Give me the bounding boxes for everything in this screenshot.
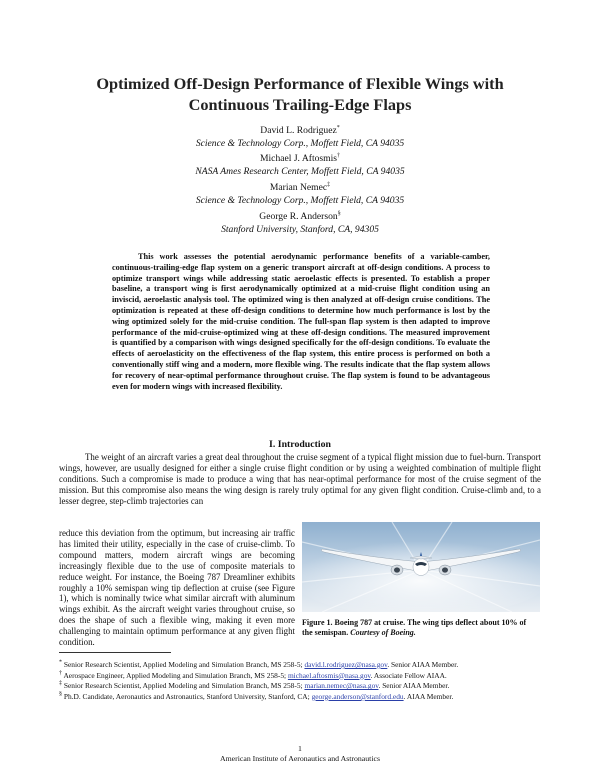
footnote-tail: . Senior AIAA Member. bbox=[378, 681, 450, 691]
footnote-mark: * bbox=[59, 659, 62, 666]
footnote-text: Senior Research Scientist, Applied Modeling and Simulation Branch, MS 258-5; bbox=[63, 660, 303, 669]
footnote-2 bbox=[59, 671, 549, 682]
footnote-mark: * bbox=[336, 124, 340, 131]
email-link[interactable]: david.l.rodriguez@nasa.gov bbox=[304, 660, 388, 669]
author-name: George R. Anderson bbox=[259, 211, 338, 222]
footnote-mark: ‡ bbox=[59, 680, 62, 687]
email-link[interactable]: michael.aftosmis@nasa.gov bbox=[287, 670, 371, 680]
caption-credit: Courtesy of Boeing. bbox=[350, 628, 416, 637]
footnote-3 bbox=[59, 681, 549, 692]
page-number: 1 bbox=[298, 744, 302, 753]
intro-paragraph-1: The weight of an aircraft varies a great deal throughout the cruise segment of a typical flight mission due to fuel-burn. Transport wings, however, are usually designed for either a single cruise flight condition or by using a weighted combination of multiple flight conditions. Such a compromise is made to produce a wing that has near-optimal performance for most of the cruise segment of the mission. But this compromise also means the wing design is rarely truly optimal for any given flight condition. Cruise-climb and, to a lesser degree, step-climb trajectories can bbox=[59, 452, 541, 506]
paper-title bbox=[70, 74, 530, 115]
author-affiliation: Stanford University, Stanford, CA, 94305 bbox=[221, 224, 379, 235]
footnote-1 bbox=[59, 660, 549, 671]
author-2 bbox=[100, 152, 500, 178]
author-affiliation: Science & Technology Corp., Moffett Field, CA 94035 bbox=[195, 138, 405, 149]
title-line-1: Optimized Off-Design Performance of Flexible Wings with bbox=[96, 74, 504, 93]
footnote-tail: . AIAA Member. bbox=[403, 691, 454, 701]
footnote-tail: . Senior AIAA Member. bbox=[387, 660, 459, 669]
footnote-text: Ph.D. Candidate, Aeronautics and Astronautics, Stanford University, Stanford, CA; bbox=[63, 691, 310, 701]
airplane-photo bbox=[302, 522, 540, 612]
footnote-4 bbox=[59, 692, 549, 703]
caption-text: Figure 1. Boeing 787 at cruise. The wing tips deflect about 10% of the semispan. bbox=[302, 618, 527, 637]
email-link[interactable]: george.anderson@stanford.edu bbox=[311, 691, 404, 701]
footnote-tail: . Associate Fellow AIAA. bbox=[370, 670, 447, 680]
footnote-text: Senior Research Scientist, Applied Modeling and Simulation Branch, MS 258-5; bbox=[63, 681, 303, 691]
footnotes bbox=[59, 660, 549, 702]
footnote-mark: † bbox=[337, 152, 340, 159]
email-link[interactable]: marian.nemec@nasa.gov bbox=[304, 681, 379, 691]
author-3 bbox=[100, 181, 500, 207]
author-4 bbox=[100, 210, 500, 236]
author-affiliation: Science & Technology Corp., Moffett Field, CA 94035 bbox=[195, 195, 405, 206]
footnote-mark: † bbox=[59, 670, 62, 677]
author-name: Marian Nemec bbox=[269, 182, 328, 193]
page-footer bbox=[0, 744, 600, 764]
figure-caption bbox=[302, 618, 538, 638]
abstract: This work assesses the potential aerodynamic performance benefits of a variable-camber, continuous-trailing-edge flap system on a generic transport aircraft at off-design conditions. A process to optimize transport wings while addressing static aeroelastic effects is presented. To establish a proper baseline, a transport wing is first aerodynamically optimized at a mid-cruise flight condition using an inviscid, aeroelastic analysis tool. The optimized wing is then analyzed at off-design cruise conditions. The optimization is repeated at these off-design conditions to determine how much performance is lost by the wing optimized solely for the mid-cruise condition. The full-span flap system is then adapted to improve performance of the mid-cruise-optimized wing at these off-design conditions. The measured improvement is quantified by a comparison with wings designed specifically for the off-design conditions. To evaluate the effects of aeroelasticity on the effectiveness of the flap system, this entire process is performed on both a conventionally stiff wing and a modern, more flexible wing. The results indicate that the flap system allows for recovery of near-optimal performance throughout cruise. The flap system is found to be advantageous even for modern wings with increased flexibility. bbox=[112, 252, 490, 391]
footnote-divider bbox=[59, 652, 171, 653]
author-name: Michael J. Aftosmis bbox=[259, 153, 337, 164]
intro-paragraph-2: reduce this deviation from the optimum, but increasing air traffic has limited their utility, especially in the case of cruise-climb. To compound matters, modern aircraft wings are becoming increasingly flexible due to the use of composite materials to reduce weight. For instance, the Boeing 787 Dreamliner exhibits roughly a 10% semispan wing tip deflection at cruise (see Figure 1), which is nominally twice what similar aircraft with aluminum wings exhibit. As the aircraft weight varies throughout cruise, so does the shape of such a flexible wing, making it even more challenging to maintain optimum performance at any given flight condition. bbox=[59, 528, 295, 648]
author-name: David L. Rodriguez bbox=[260, 125, 337, 136]
section-heading: I. Introduction bbox=[269, 439, 331, 450]
footnote-mark: § bbox=[59, 691, 62, 698]
author-affiliation: NASA Ames Research Center, Moffett Field, CA 94035 bbox=[195, 166, 405, 177]
figure-boeing-787 bbox=[302, 522, 540, 612]
author-1 bbox=[100, 124, 500, 150]
footnote-mark: ‡ bbox=[327, 181, 331, 188]
footer-text: American Institute of Aeronautics and Astronautics bbox=[219, 754, 380, 763]
footnote-mark: § bbox=[337, 210, 341, 217]
title-line-2: Continuous Trailing-Edge Flaps bbox=[188, 94, 412, 114]
footnote-text: Aerospace Engineer, Applied Modeling and Simulation Branch, MS 258-5; bbox=[63, 670, 287, 680]
